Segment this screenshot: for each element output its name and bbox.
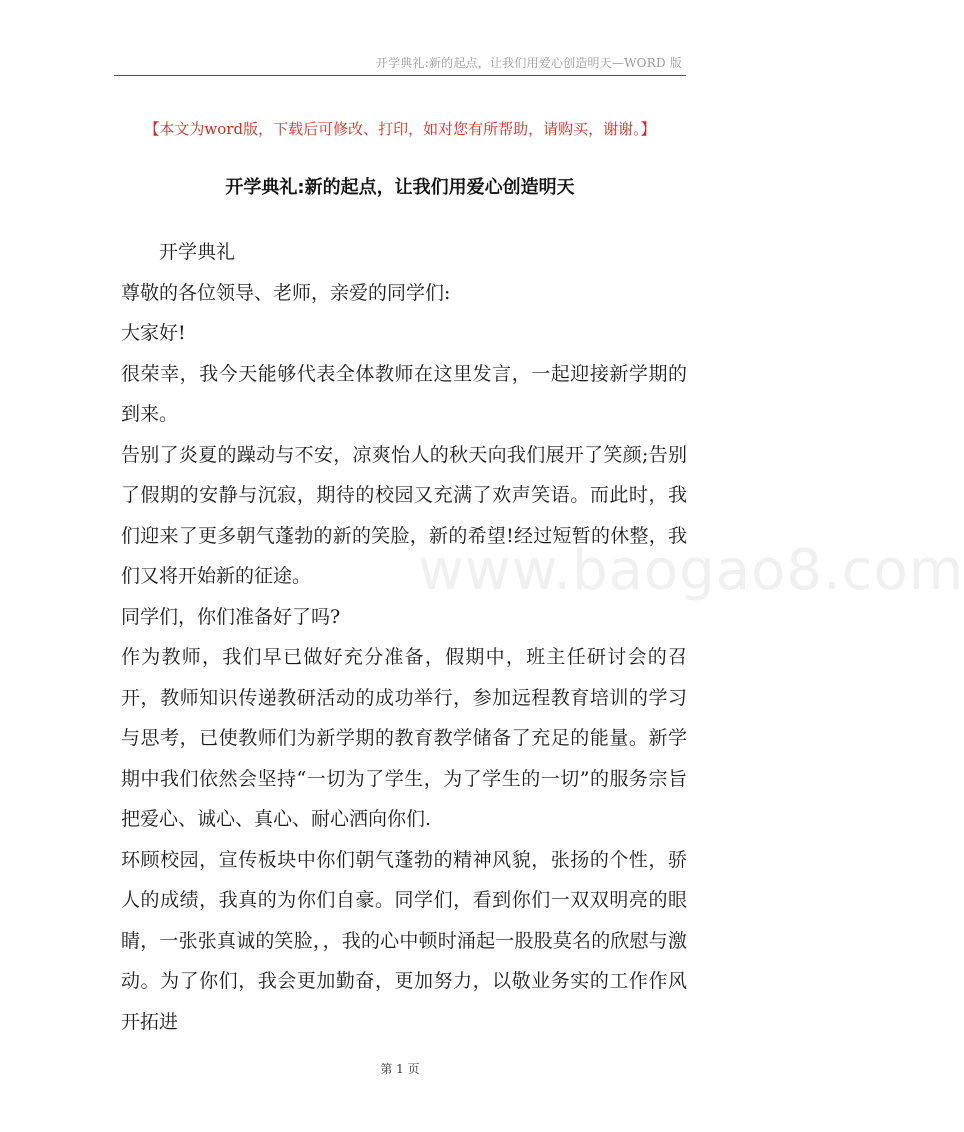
- download-notice: 【本文为word版，下载后可修改、打印，如对您有所帮助，请购买，谢谢。】: [144, 120, 656, 138]
- document-body: [121, 232, 687, 1042]
- paragraph: 环顾校园，宣传板块中你们朝气蓬勃的精神风貌，张扬的个性，骄人的成绩，我真的为你们自豪。同学们，看到你们一双双明亮的眼睛，一张张真诚的笑脸，，我的心中顿时涌起一股股莫名的欣慰与激动。为了你们，我会更加勤奋，更加努力，以敬业务实的工作作风开拓进: [121, 848, 687, 1033]
- header-divider: [114, 75, 686, 76]
- paragraph: 很荣幸，我今天能够代表全体教师在这里发言，一起迎接新学期的到来。: [121, 362, 687, 425]
- paragraph-salutation: 尊敬的各位领导、老师，亲爱的同学们:: [121, 281, 451, 304]
- paragraph-greeting: 大家好!: [121, 322, 186, 344]
- paragraph: 同学们，你们准备好了吗?: [121, 605, 341, 628]
- paragraph: 作为教师，我们早已做好充分准备，假期中，班主任研讨会的召开，教师知识传递教研活动的成功举行，参加远程教育培训的学习与思考，已使教师们为新学期的教育教学储备了充足的能量。新学期中我们依然会坚持“一切为了学生，为了学生的一切”的服务宗旨把爱心、诚心、真心、耐心洒向你们.: [121, 646, 687, 830]
- paragraph-subtitle: 开学典礼: [159, 241, 236, 263]
- paragraph: 告别了炎夏的躁动与不安，凉爽怡人的秋天向我们展开了笑颜;告别了假期的安静与沉寂，期待的校园又充满了欢声笑语。而此时，我们迎来了更多朝气蓬勃的新的笑脸，新的希望!经过短暂的休整，我们又将开始新的征途。: [121, 443, 687, 587]
- watermark: www.baogao8.com: [418, 538, 964, 603]
- running-header: 开学典礼:新的起点，让我们用爱心创造明天—WORD 版: [375, 56, 682, 70]
- document-title: 开学典礼:新的起点，让我们用爱心创造明天: [225, 177, 575, 198]
- page-number: 第 1 页: [380, 1062, 420, 1076]
